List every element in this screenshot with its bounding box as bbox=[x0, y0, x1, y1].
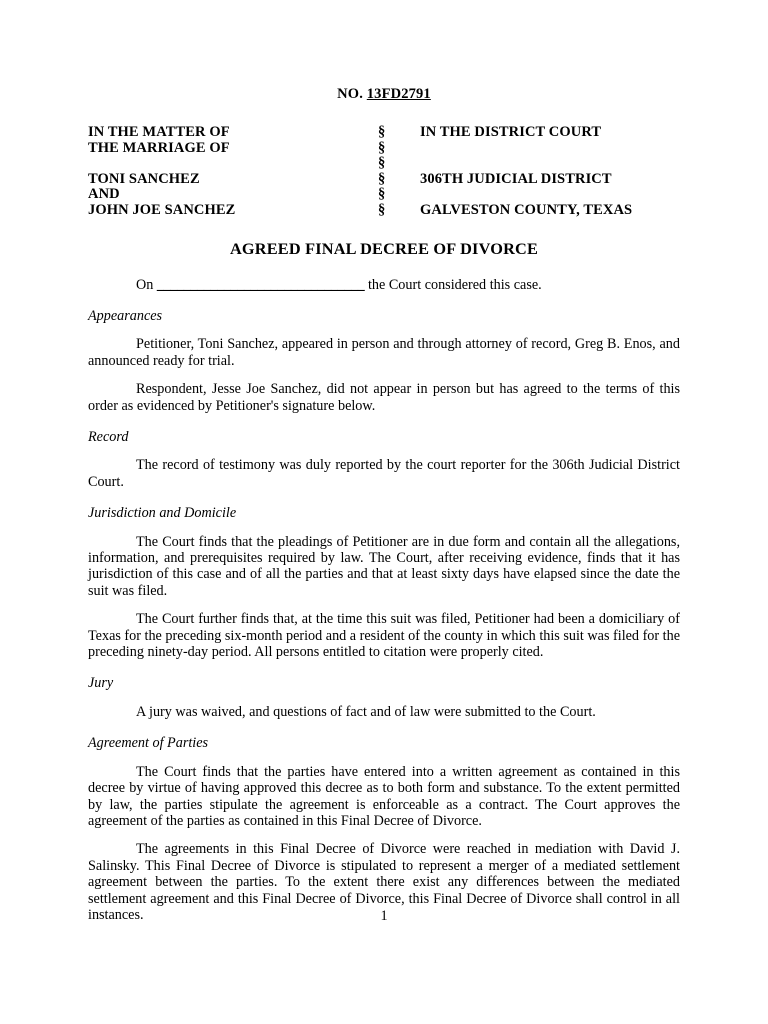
case-caption bbox=[88, 125, 680, 219]
page-number: 1 bbox=[380, 908, 388, 924]
section-heading-agreement: Agreement of Parties bbox=[88, 735, 209, 752]
jurisdiction-paragraph-1: The Court finds that the pleadings of Petitioner are in due form and contain all the allegations, information, and prerequisites required by law. The Court, after receiving evidence, finds that it has jurisdiction of this case and of all the parties and that at least sixty days have elapsed since the date the suit was filed. bbox=[88, 533, 680, 599]
caption-right-5 bbox=[420, 187, 680, 203]
cause-number-value: 13FD2791 bbox=[366, 86, 431, 102]
cause-number-label: NO. bbox=[337, 86, 363, 102]
caption-right-2 bbox=[420, 141, 680, 157]
record-paragraph-1: The record of testimony was duly reported by the court reporter for the 306th Judicial District Court. bbox=[88, 457, 680, 490]
section-heading-record: Record bbox=[88, 429, 129, 445]
jurisdiction-paragraph-2: The Court further finds that, at the time this suit was filed, Petitioner had been a domiciliary of Texas for the preceding six-month period and a resident of the county in which this suit was filed for the preceding ninety-day period. All persons entitled to citation were properly cited. bbox=[88, 611, 680, 661]
consideration-prefix: On bbox=[136, 276, 157, 293]
caption-right-4: 306TH JUDICIAL DISTRICT bbox=[420, 170, 612, 187]
caption-row bbox=[88, 125, 680, 141]
page-title: AGREED FINAL DECREE OF DIVORCE bbox=[229, 238, 539, 258]
section-symbol-6: § bbox=[378, 201, 386, 218]
agreement-paragraph-1: The Court finds that the parties have entered into a written agreement as contained in this decree by virtue of having approved this decree as to both form and substance. To the extent permitted by law, the parties stipulate the agreement is enforceable as a contract. The Court approves the agreement of the parties as contained in this Final Decree of Divorce. bbox=[88, 763, 680, 829]
date-blank-field: _______________________________ bbox=[156, 276, 365, 293]
caption-row bbox=[88, 203, 680, 219]
caption-left-2: THE MARRIAGE OF bbox=[88, 139, 230, 156]
section-symbol-1: § bbox=[378, 124, 386, 140]
caption-right-1: IN THE DISTRICT COURT bbox=[420, 124, 602, 140]
caption-left-3 bbox=[88, 156, 378, 172]
caption-left-4: TONI SANCHEZ bbox=[88, 170, 200, 187]
section-symbol-2: § bbox=[378, 139, 386, 156]
consideration-date-line bbox=[88, 277, 680, 293]
appearances-paragraph-2: Respondent, Jesse Joe Sanchez, did not appear in person but has agreed to the terms of this order as evidenced by Petitioner's signature below. bbox=[88, 381, 680, 414]
document-body bbox=[88, 86, 680, 923]
caption-left-6: JOHN JOE SANCHEZ bbox=[88, 201, 236, 218]
section-heading-jury: Jury bbox=[88, 675, 114, 692]
section-symbol-5: § bbox=[378, 186, 386, 203]
caption-row bbox=[88, 172, 680, 188]
caption-row bbox=[88, 187, 680, 203]
jury-paragraph-1: A jury was waived, and questions of fact and of law were submitted to the Court. bbox=[136, 703, 596, 720]
section-heading-jurisdiction: Jurisdiction and Domicile bbox=[88, 505, 237, 522]
caption-row bbox=[88, 141, 680, 157]
caption-right-6: GALVESTON COUNTY, TEXAS bbox=[420, 201, 633, 218]
cause-number-line bbox=[88, 86, 680, 103]
caption-row bbox=[88, 156, 680, 172]
section-heading-appearances: Appearances bbox=[88, 307, 163, 324]
caption-left-5: AND bbox=[88, 186, 120, 203]
section-symbol-4: § bbox=[378, 170, 386, 187]
appearances-paragraph-1: Petitioner, Toni Sanchez, appeared in person and through attorney of record, Greg B. Enos, and announced ready for trial. bbox=[88, 336, 680, 369]
consideration-suffix: the Court considered this case. bbox=[364, 276, 542, 293]
caption-right-3 bbox=[420, 156, 680, 172]
section-symbol-3: § bbox=[378, 155, 386, 172]
agreement-paragraph-2: The agreements in this Final Decree of Divorce were reached in mediation with David J. Salinsky. This Final Decree of Divorce is stipulated to represent a merger of a mediated settlement agreement between the parties. To the extent there exist any differences between the mediated settlement agreement and this Final Decree of Divorce, this Final Decree of Divorce shall control in all instances. bbox=[88, 841, 680, 923]
caption-left-1: IN THE MATTER OF bbox=[88, 124, 230, 140]
